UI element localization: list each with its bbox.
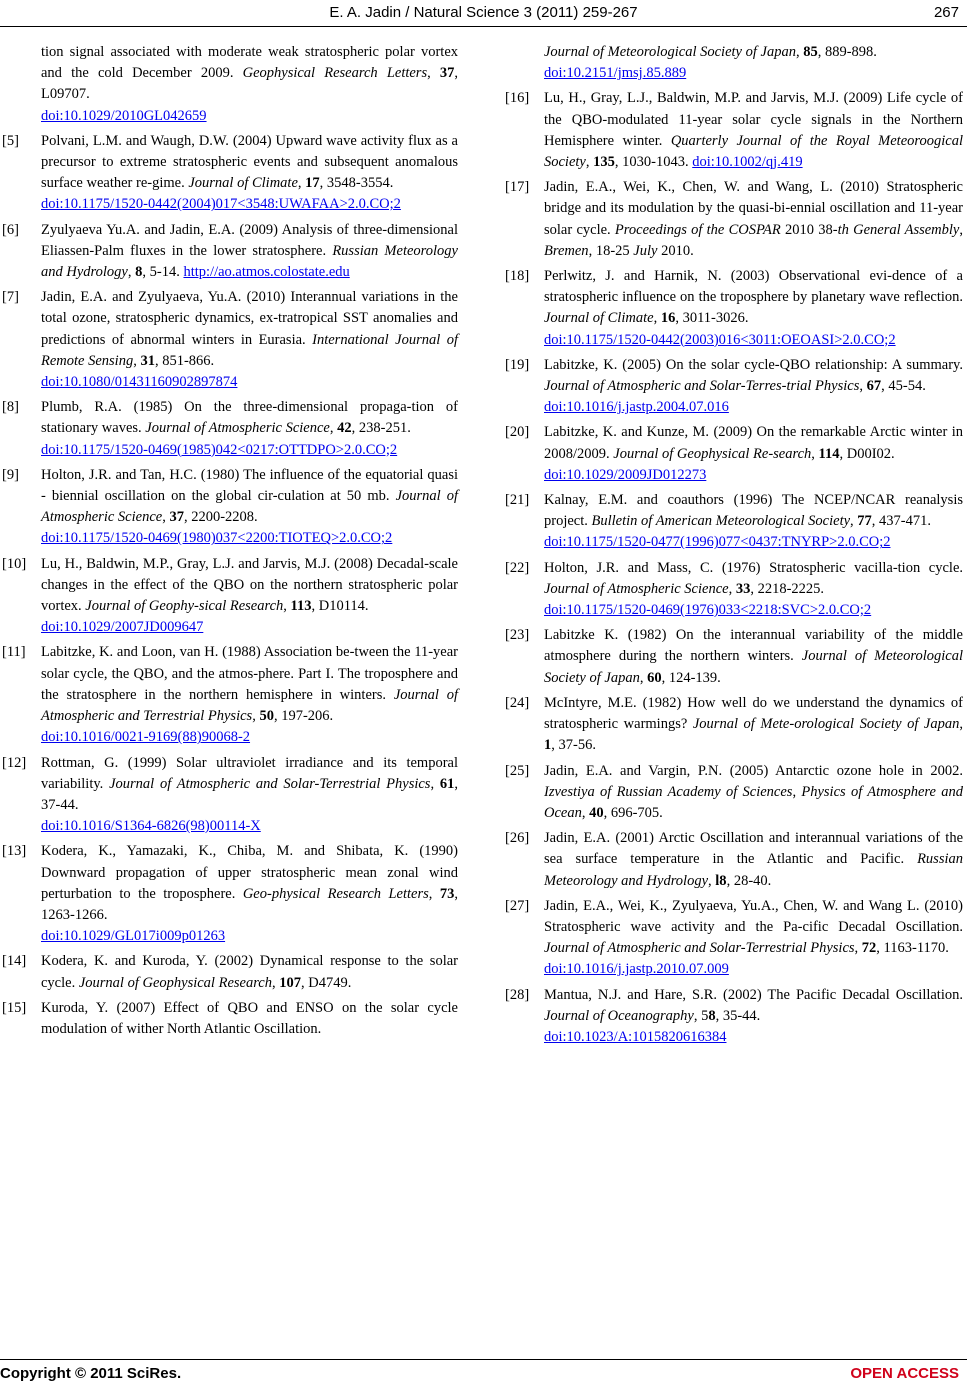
reference-item: [21] Kalnay, E.M. and coauthors (1996) The NCEP/NCAR reanalysis project. Bulletin of American Meteorological Society, 77, 437-471. doi:10.1175/1520-0477(1996)077<0437:TNYRP>2.0.CO;2 [505, 490, 963, 554]
reference-item: [22] Holton, J.R. and Mass, C. (1976) Stratospheric vacilla-tion cycle. Journal of Atmospheric Science, 33, 2218-2225. doi:10.1175/1520-0469(1976)033<2218:SVC>2.0.CO;2 [505, 558, 963, 622]
reference-number: [18] [505, 268, 530, 285]
reference-item: [18] Perlwitz, J. and Harnik, N. (2003) Observational evi-dence of a stratospheric influence on the troposphere by planetary wave reflection. Journal of Climate, 16, 3011-3026. doi:10.1175/1520-0442(2003)016<3011:OEOASI>2.0.CO;2 [505, 266, 963, 351]
reference-number: [21] [505, 492, 530, 509]
reference-continuation: tion signal associated with moderate weak stratospheric polar vortex and the cold December 2009. Geophysical Research Letters, 37, L09707. doi:10.1029/2010GL042659 [2, 42, 458, 127]
page-number: 267 [933, 4, 959, 21]
running-title: E. A. Jadin / Natural Science 3 (2011) 259-267 [329, 4, 638, 21]
doi-link[interactable]: doi:10.1175/1520-0442(2004)017<3548:UWAFAA>2.0.CO;2 [41, 196, 401, 213]
doi-link[interactable]: doi:10.1175/1520-0469(1980)037<2200:TIOTEQ>2.0.CO;2 [41, 530, 393, 547]
reference-number: [25] [505, 762, 530, 779]
reference-item: [16] Lu, H., Gray, L.J., Baldwin, M.P. and Jarvis, M.J. (2009) Life cycle of the QBO-modulated 11-year solar cycle signals in the Northern Hemisphere winter. Quarterly Journal of the Royal Meteoroogical Society, 135, 1030-1043. doi:10.1002/qj.419 [505, 90, 963, 171]
reference-item: [20] Labitzke, K. and Kunze, M. (2009) On the remarkable Arctic winter in 2008/2009. Journal of Geophysical Re-search, 114, D00I02. doi:10.1029/2009JD012273 [505, 422, 963, 486]
reference-item: [17] Jadin, E.A., Wei, K., Chen, W. and Wang, L. (2010) Stratospheric bridge and its modulation by the quasi-bi-ennial oscillation and 11-year solar cycle. Proceedings of the COSPAR 2010 38-th General Assembly, Bremen, 18-25 July 2010. [505, 179, 963, 259]
reference-item: [25] Jadin, E.A. and Vargin, P.N. (2005) Antarctic ozone hole in 2002. Izvestiya of Russian Academy of Sciences, Physics of Atmosphere and Ocean, 40, 696-705. [505, 762, 964, 821]
reference-number: [20] [505, 424, 530, 441]
reference-number: [11] [2, 644, 26, 661]
reference-number: [16] [505, 90, 530, 107]
left-column [2, 42, 458, 1044]
reference-number: [8] [2, 399, 19, 416]
reference-number: [7] [2, 289, 19, 306]
doi-link[interactable]: doi:10.2151/jmsj.85.889 [544, 65, 687, 82]
reference-number: [5] [2, 132, 19, 149]
doi-link[interactable]: doi:10.1175/1520-0469(1985)042<0217:OTTDPO>2.0.CO;2 [41, 441, 398, 458]
doi-link[interactable]: doi:10.1029/2010GL042659 [41, 107, 207, 124]
reference-item: [28] Mantua, N.J. and Hare, S.R. (2002) The Pacific Decadal Oscillation. Journal of Oceanography, 58, 35-44. doi:10.1023/A:1015820616384 [505, 985, 963, 1049]
reference-number: [24] [505, 694, 530, 711]
reference-item: [26] Jadin, E.A. (2001) Arctic Oscillation and interannual variations of the sea surface temperature in the Atlantic and Pacific. Russian Meteorology and Hydrology, l8, 28-40. [505, 830, 963, 889]
reference-number: [26] [505, 830, 530, 847]
doi-link[interactable]: doi:10.1175/1520-0442(2003)016<3011:OEOASI>2.0.CO;2 [544, 331, 896, 348]
reference-number: [13] [2, 843, 27, 860]
open-access-label: OPEN ACCESS [850, 1365, 959, 1382]
copyright-text: Copyright © 2011 SciRes. [0, 1365, 182, 1382]
reference-item: [5] Polvani, L.M. and Waugh, D.W. (2004) Upward wave activity flux as a precursor to extreme stratospheric events and subsequent anomalous surface weather re-gime. Journal of Climate, 17, 3548-3554. doi:10.1175/1520-0442(2004)017<3548:UWAFAA>2.0.CO;2 [2, 131, 458, 216]
reference-item: [7] Jadin, E.A. and Zyulyaeva, Yu.A. (2010) Interannual variations in the total ozone, stratospheric dynamics, ex-tratropical SST anomalies and predictions of abnormal winters in Eurasia. International Journal of Remote Sensing, 31, 851-866. doi:10.1080/01431160902897874 [2, 287, 458, 393]
reference-item: [9] Holton, J.R. and Tan, H.C. (1980) The influence of the equatorial quasi - biennial oscillation on the global cir-culation at 50 mb. Journal of Atmospheric Science, 37, 2200-2208. doi:10.1175/1520-0469(1980)037<2200:TIOTEQ>2.0.CO;2 [2, 465, 458, 550]
reference-item: [19] Labitzke, K. (2005) On the solar cycle-QBO relationship: A summary. Journal of Atmospheric and Solar-Terres-trial Physics, 67, 45-54. doi:10.1016/j.jastp.2004.07.016 [505, 355, 963, 419]
reference-item: [15] Kuroda, Y. (2007) Effect of QBO and ENSO on the solar cycle modulation of wither North Atlantic Oscillation. [2, 999, 458, 1037]
reference-number: [19] [505, 356, 530, 373]
reference-item: [11] Labitzke, K. and Loon, van H. (1988) Association be-tween the 11-year solar cycle, the QBO, and the atmos-phere. Part I. The troposphere and the stratosphere in the northern hemisphere in winters. Journal of Atmospheric and Terrestrial Physics, 50, 197-206. doi:10.1016/0021-9169(88)90068-2 [2, 642, 458, 748]
doi-link[interactable]: doi:10.1029/GL017i009p01263 [41, 928, 226, 945]
running-header [0, 4, 967, 26]
doi-link[interactable]: doi:10.1016/j.jastp.2010.07.009 [544, 961, 729, 978]
doi-link[interactable]: doi:10.1016/j.jastp.2004.07.016 [544, 399, 729, 416]
header-rule [0, 26, 967, 27]
reference-number: [17] [505, 179, 530, 196]
doi-link[interactable]: doi:10.1080/01431160902897874 [41, 374, 238, 391]
page-footer [0, 1360, 967, 1386]
reference-item: [14] Kodera, K. and Kuroda, Y. (2002) Dynamical response to the solar cycle. Journal of Geophysical Research, 107, D4749. [2, 953, 458, 991]
doi-link[interactable]: doi:10.1029/2007JD009647 [41, 619, 204, 636]
doi-link[interactable]: doi:10.1175/1520-0477(1996)077<0437:TNYRP>2.0.CO;2 [544, 534, 891, 551]
reference-item: [6] Zyulyaeva Yu.A. and Jadin, E.A. (2009) Analysis of three-dimensional Eliassen-Palm fluxes in the lower stratosphere. Russian Meteorology and Hydrology, 8, 5-14. http://ao.atmos.colostate.edu [2, 221, 458, 281]
reference-item: [13] Kodera, K., Yamazaki, K., Chiba, M. and Shibata, K. (1990) Downward propagation of upper stratospheric mean zonal wind perturbation to the troposphere. Geo-physical Research Letters, 73, 1263-1266. doi:10.1029/GL017i009p01263 [2, 841, 458, 947]
reference-item: [10] Lu, H., Baldwin, M.P., Gray, L.J. and Jarvis, M.J. (2008) Decadal-scale changes in the effect of the QBO on the northern stratospheric polar vortex. Journal of Geophy-sical Research, 113, D10114. doi:10.1029/2007JD009647 [2, 554, 458, 639]
doi-link[interactable]: doi:10.1002/qj.419 [692, 154, 803, 171]
reference-item: [8] Plumb, R.A. (1985) On the three-dimensional propaga-tion of stationary waves. Journal of Atmospheric Science, 42, 238-251. doi:10.1175/1520-0469(1985)042<0217:OTTDPO>2.0.CO;2 [2, 397, 458, 461]
reference-number: [22] [505, 559, 530, 576]
right-column [505, 42, 963, 1052]
reference-item: [12] Rottman, G. (1999) Solar ultraviolet irradiance and its temporal variability. Journal of Atmospheric and Solar-Terrestrial Physics, 61, 37-44. doi:10.1016/S1364-6826(98)00114-X [2, 753, 458, 838]
reference-number: [28] [505, 986, 530, 1003]
reference-number: [12] [2, 754, 27, 771]
reference-number: [27] [505, 897, 530, 914]
reference-number: [10] [2, 555, 27, 572]
doi-link[interactable]: doi:10.1175/1520-0469(1976)033<2218:SVC>2.0.CO;2 [544, 602, 872, 619]
doi-link[interactable]: doi:10.1016/0021-9169(88)90068-2 [41, 729, 251, 746]
reference-continuation: Journal of Meteorological Society of Japan, 85, 889-898. doi:10.2151/jmsj.85.889 [505, 42, 963, 84]
doi-link[interactable]: doi:10.1016/S1364-6826(98)00114-X [41, 818, 261, 835]
reference-number: [6] [2, 221, 19, 238]
reference-item: [27] Jadin, E.A., Wei, K., Zyulyaeva, Yu.A., Chen, W. and Wang L. (2010) Stratospheric wave activity and the Pa-cific Decadal Oscillation. Journal of Atmospheric and Solar-Terrestrial Physics, 72, 1163-1170. doi:10.1016/j.jastp.2010.07.009 [505, 896, 963, 981]
reference-number: [9] [2, 466, 19, 483]
doi-link[interactable]: doi:10.1029/2009JD012273 [544, 466, 707, 483]
reference-number: [15] [2, 999, 27, 1016]
url-link[interactable]: http://ao.atmos.colostate.edu [183, 264, 350, 281]
reference-number: [14] [2, 953, 27, 970]
doi-link[interactable]: doi:10.1023/A:1015820616384 [544, 1028, 727, 1045]
reference-number: [23] [505, 627, 530, 644]
reference-item: [24] McIntyre, M.E. (1982) How well do we understand the dynamics of stratospheric warmings? Journal of Mete-orological Society of Japan, 1, 37-56. [505, 694, 963, 754]
reference-item: [23] Labitzke K. (1982) On the interannual variability of the middle atmosphere during the northern winters. Journal of Meteorological Society of Japan, 60, 124-139. [505, 627, 963, 686]
